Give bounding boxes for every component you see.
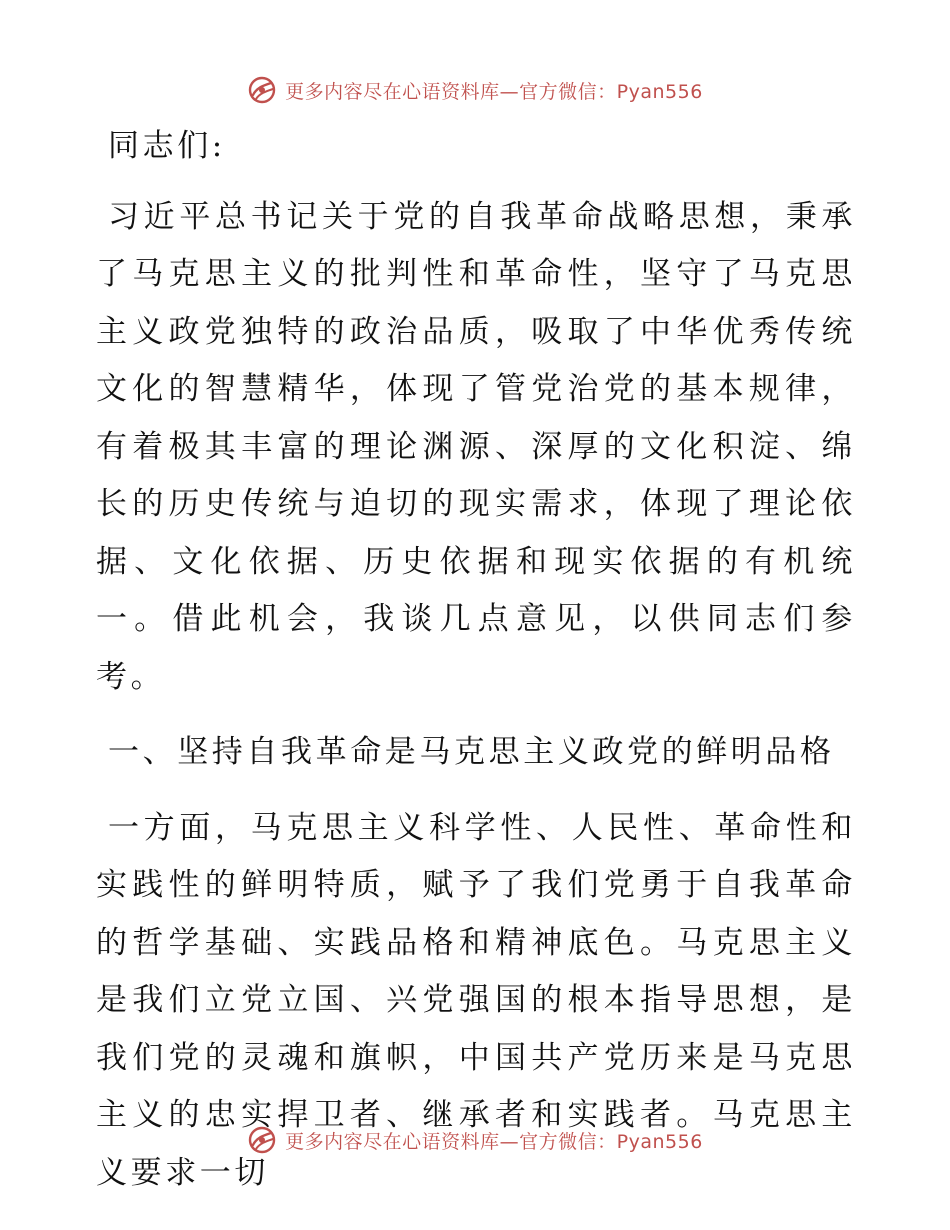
footer-banner (0, 1120, 950, 1160)
header-banner-text: 更多内容尽在心语资料库—官方微信：Pyan556 (285, 80, 703, 103)
footer-banner-text: 更多内容尽在心语资料库—官方微信：Pyan556 (285, 1130, 703, 1153)
header-banner (0, 70, 950, 110)
coiled-pen-logo-icon (247, 75, 277, 105)
section-heading-1: 一、坚持自我革命是马克思主义政党的鲜明品格 (108, 734, 835, 770)
coiled-pen-logo-icon (247, 1125, 277, 1155)
paragraph-section-1: 一方面，马克思主义科学性、人民性、革命性和实践性的鲜明特质，赋予了我们党勇于自我革命的哲学基础、实践品格和精神底色。马克思主义是我们立党立国、兴党强国的根本指导思想，是我们党的灵魂和旗帜，中国共产党历来是马克思主义的忠实捍卫者、继承者和实践者。马克思主义要求一切 (96, 809, 856, 1191)
greeting: 同志们: (108, 128, 226, 164)
paragraph-intro: 习近平总书记关于党的自我革命战略思想，秉承了马克思主义的批判性和革命性，坚守了马克思主义政党独特的政治品质，吸取了中华优秀传统文化的智慧精华，体现了管党治党的基本规律，有着极其丰富的理论渊源、深厚的文化积淀、绵长的历史传统与迫切的现实需求，体现了理论依据、文化依据、历史依据和现实依据的有机统一。借此机会，我谈几点意见，以供同志们参考。 (96, 198, 856, 695)
document-body (96, 118, 856, 1202)
